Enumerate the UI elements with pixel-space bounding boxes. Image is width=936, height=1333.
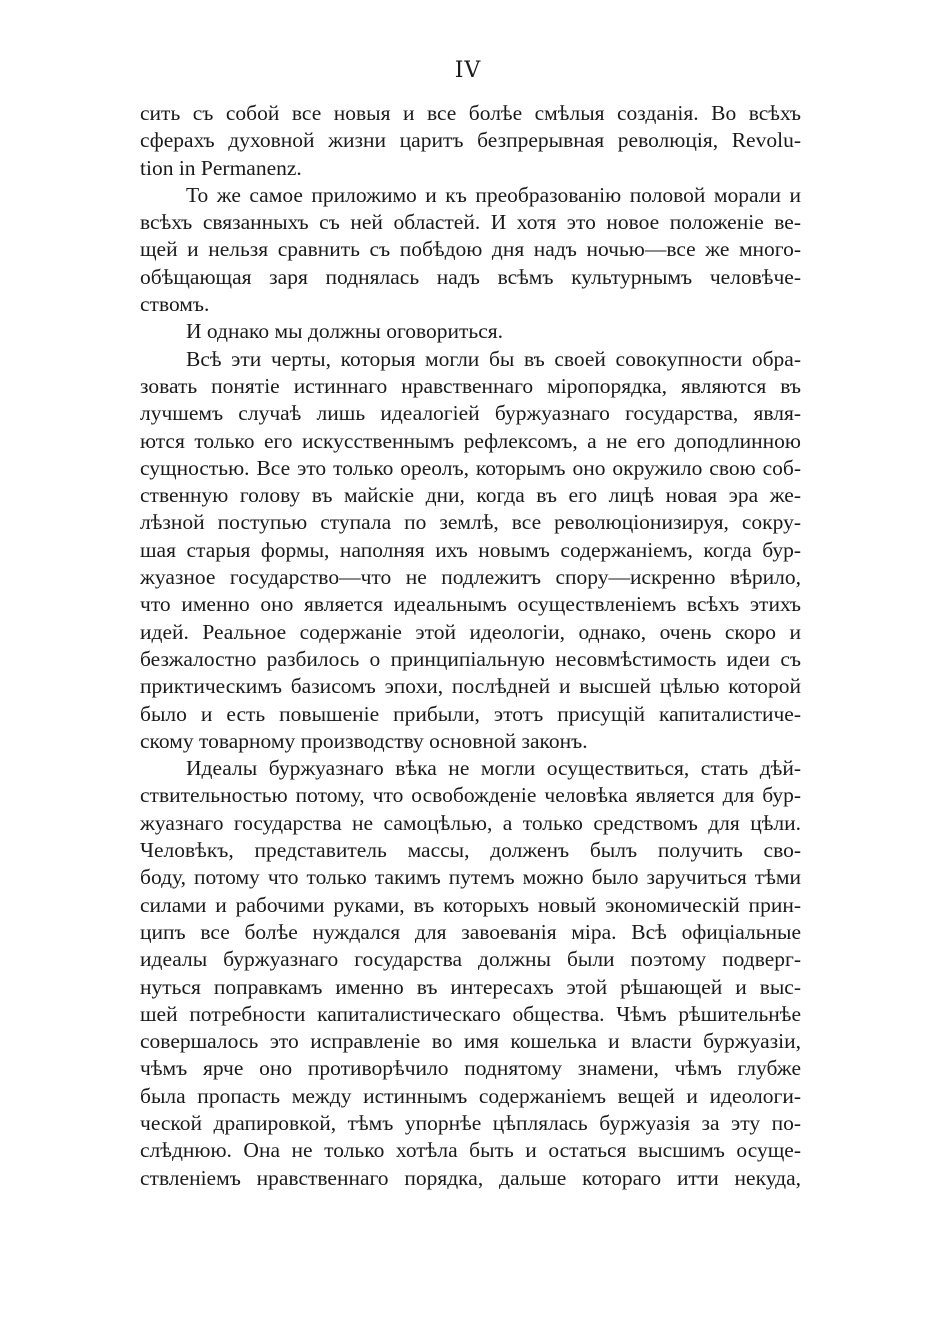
text-line: И однако мы должны оговориться. bbox=[186, 319, 504, 344]
text-line: сущностью. Все это только ореолъ, которымъ оно окружило свою соб- bbox=[140, 455, 801, 480]
text-line: Человѣкъ, представитель массы, долженъ былъ получить сво- bbox=[140, 838, 801, 863]
text-line: ственную голову въ майскіе дни, когда въ его лицѣ новая эра же- bbox=[140, 483, 801, 508]
text-line: слѣднюю. Она не только хотѣла быть и остаться высшимъ осуще- bbox=[140, 1138, 801, 1163]
text-line: силами и рабочими руками, въ которыхъ новый экономическій прин- bbox=[140, 892, 801, 917]
paragraph bbox=[140, 100, 801, 182]
text-line: ются только его искусственнымъ рефлексомъ, а не его доподлинною bbox=[140, 428, 801, 453]
text-line: лѣзной поступью ступала по землѣ, все революціонизируя, сокру- bbox=[140, 510, 801, 535]
text-line: всѣхъ связанныхъ съ ней областей. И хотя это новое положеніе ве- bbox=[140, 210, 801, 235]
text-line: жуазное государство—что не подлежитъ спору—искренно вѣрило, bbox=[140, 565, 801, 590]
page-number: IV bbox=[454, 58, 482, 83]
text-line: была пропасть между истиннымъ содержаніемъ вещей и идеологи- bbox=[140, 1083, 801, 1108]
text-line: сферахъ духовной жизни царитъ безпрерывная революція, Revolu- bbox=[140, 128, 801, 153]
text-line: То же самое приложимо и къ преобразованію половой морали и bbox=[186, 182, 801, 207]
paragraph bbox=[140, 346, 801, 755]
text-line: нуться поправкамъ именно въ интересахъ этой рѣшающей и выс- bbox=[140, 974, 801, 999]
text-line: жуазнаго государства не самоцѣлью, а только средствомъ для цѣли. bbox=[140, 810, 801, 835]
text-line: обѣщающая заря поднялась надъ всѣмъ культурнымъ человѣче- bbox=[140, 264, 801, 289]
text-line: ческой драпировкой, тѣмъ упорнѣе цѣплялась буржуазія за эту по- bbox=[140, 1110, 801, 1135]
text-line: шая старыя формы, наполняя ихъ новымъ содержаніемъ, когда бур- bbox=[140, 537, 801, 562]
text-line: Идеалы буржуазнаго вѣка не могли осуществиться, стать дѣй- bbox=[186, 756, 801, 781]
text-line: скому товарному производству основной законъ. bbox=[140, 728, 588, 753]
text-line: tion in Permanenz. bbox=[140, 155, 302, 180]
text-line: ствленіемъ нравственнаго порядка, дальше котораго итти некуда, bbox=[140, 1165, 801, 1190]
paragraph bbox=[140, 182, 801, 318]
text-line: безжалостно разбилось о принципіальную несовмѣстимость идеи съ bbox=[140, 646, 801, 671]
text-line: лучшемъ случаѣ лишь идеалогіей буржуазнаго государства, явля- bbox=[140, 401, 801, 426]
text-line: ципъ все болѣе нуждался для завоеванія міра. Всѣ офиціальные bbox=[140, 919, 801, 944]
text-line: приктическимъ базисомъ эпохи, послѣдней и высшей цѣлью которой bbox=[140, 674, 801, 699]
text-line: идей. Реальное содержаніе этой идеологіи, однако, очень скоро и bbox=[140, 619, 801, 644]
text-line: боду, потому что только такимъ путемъ можно было заручиться тѣми bbox=[140, 865, 801, 890]
body-text bbox=[140, 100, 801, 1192]
text-line: щей и нельзя сравнить съ побѣдою дня надъ ночью—все же много- bbox=[140, 237, 801, 262]
text-line: было и есть повышеніе прибыли, этотъ присущій капиталистиче- bbox=[140, 701, 801, 726]
text-line: что именно оно является идеальнымъ осуществленіемъ всѣхъ этихъ bbox=[140, 592, 801, 617]
paragraph bbox=[140, 318, 801, 345]
text-line: идеалы буржуазнаго государства должны были поэтому подверг- bbox=[140, 947, 801, 972]
paragraph bbox=[140, 755, 801, 1192]
text-line: шей потребности капиталистическаго общества. Чѣмъ рѣшительнѣе bbox=[140, 1001, 801, 1026]
text-line: совершалось это исправленіе во имя кошелька и власти буржуазіи, bbox=[140, 1029, 801, 1054]
text-line: сить съ собой все новыя и все болѣе смѣлыя созданія. Во всѣхъ bbox=[140, 101, 801, 125]
text-line: ствомъ. bbox=[140, 292, 210, 317]
text-line: Всѣ эти черты, которыя могли бы въ своей совокупности обра- bbox=[186, 346, 801, 371]
text-line: ствительностью потому, что освобожденіе человѣка является для бур- bbox=[140, 783, 801, 808]
text-line: чѣмъ ярче оно противорѣчило поднятому знамени, чѣмъ глубже bbox=[140, 1056, 801, 1081]
text-line: зовать понятіе истиннаго нравственнаго міропорядка, являются въ bbox=[140, 373, 801, 398]
